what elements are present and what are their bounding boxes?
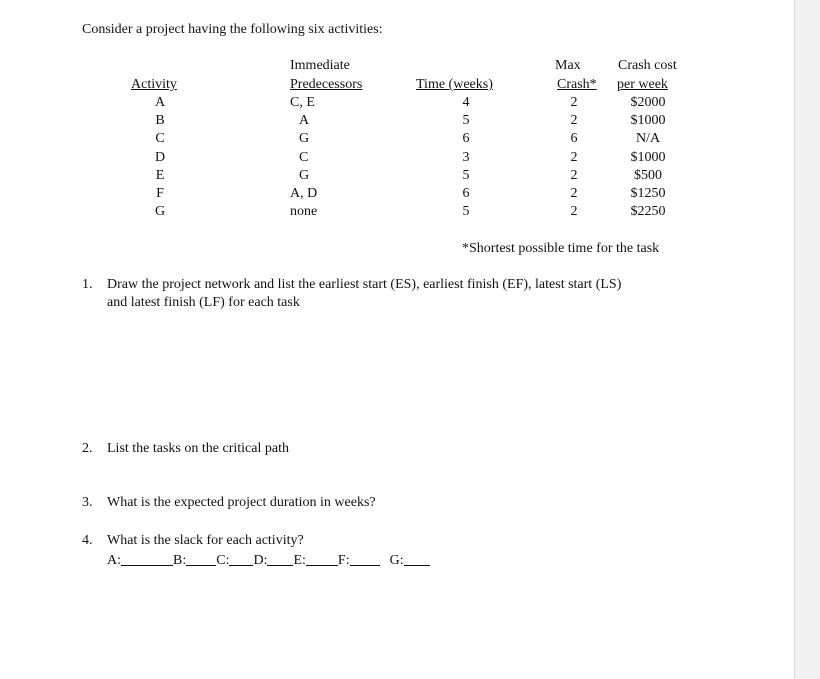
table-cell: 6 — [462, 186, 470, 202]
question-number: 4. — [82, 533, 93, 548]
table-cell: C, E — [290, 95, 315, 110]
question-text: What is the expected project duration in weeks? — [107, 495, 376, 510]
table-cell: 2 — [570, 186, 578, 202]
table-cell: 2 — [570, 113, 578, 129]
question-text: Draw the project network and list the earliest start (ES), earliest finish (EF), latest start (LS) — [107, 277, 622, 292]
table-cell: N/A — [635, 131, 661, 147]
slack-label-d: D: — [253, 553, 268, 568]
question-number: 3. — [82, 495, 93, 510]
table-cell: A — [299, 113, 310, 129]
header-cost-bottom: per week — [617, 77, 668, 92]
slack-label-a: A: — [107, 553, 121, 568]
table-cell: 2 — [570, 149, 578, 165]
column-crash-cost — [619, 94, 677, 221]
header-predecessors-bottom: Predecessors — [290, 77, 363, 92]
table-cell: 2 — [570, 95, 578, 110]
intro-text: Consider a project having the following six activities: — [82, 22, 383, 37]
answer-blank-g[interactable] — [404, 551, 430, 566]
table-cell: E — [155, 167, 165, 183]
slack-label-g: G: — [389, 553, 404, 568]
question-text: What is the slack for each activity? — [107, 533, 304, 548]
question-text: List the tasks on the critical path — [107, 441, 289, 456]
column-activity — [140, 94, 180, 221]
table-cell: 6 — [462, 131, 470, 147]
table-cell: C — [299, 149, 309, 165]
question-number: 1. — [82, 277, 93, 292]
header-time: Time (weeks) — [416, 77, 493, 92]
right-scroll-gutter[interactable] — [794, 0, 820, 679]
answer-blank-f[interactable] — [350, 551, 380, 566]
header-cost-top: Crash cost — [618, 58, 677, 73]
table-cell: G — [154, 204, 166, 220]
table-cell: 6 — [570, 131, 578, 147]
table-cell: D — [154, 149, 166, 165]
table-cell: B — [155, 113, 165, 129]
table-cell: 5 — [462, 167, 470, 183]
table-cell: $1000 — [630, 113, 666, 129]
table-cell: G — [299, 131, 310, 147]
header-activity: Activity — [131, 77, 177, 92]
table-cell: $2250 — [630, 204, 666, 220]
answer-blank-e[interactable] — [306, 551, 338, 566]
table-cell: $1000 — [630, 149, 666, 165]
answer-blank-d[interactable] — [267, 551, 293, 566]
column-time — [446, 94, 486, 221]
table-cell: A — [154, 95, 166, 110]
answer-blank-b[interactable] — [186, 551, 216, 566]
table-cell: $2000 — [630, 95, 666, 110]
header-max-top: Max — [555, 58, 581, 73]
column-predecessors — [290, 94, 350, 221]
table-cell: 5 — [462, 204, 470, 220]
table-cell: 3 — [462, 149, 470, 165]
column-max-crash — [557, 94, 591, 221]
slack-label-c: C: — [216, 553, 230, 568]
question-1-continuation: and latest finish (LF) for each task — [107, 295, 300, 310]
header-max-bottom: Crash* — [557, 77, 597, 92]
table-cell: 5 — [462, 113, 470, 129]
answer-blank-a[interactable] — [121, 551, 173, 566]
table-cell: G — [299, 167, 310, 183]
table-cell: A, D — [290, 186, 318, 202]
table-cell: F — [156, 186, 164, 202]
slack-answer-line — [107, 551, 430, 569]
footnote: *Shortest possible time for the task — [462, 241, 660, 256]
slack-label-f: F: — [337, 553, 350, 568]
slack-label-e: E: — [293, 553, 306, 568]
table-cell: 2 — [570, 167, 578, 183]
table-cell: $1250 — [630, 186, 666, 202]
header-predecessors-top: Immediate — [290, 58, 350, 73]
table-cell: 4 — [462, 95, 470, 110]
answer-blank-c[interactable] — [229, 551, 253, 566]
question-number: 2. — [82, 441, 93, 456]
table-cell: $500 — [634, 167, 662, 183]
table-cell: none — [290, 204, 318, 220]
slack-label-b: B: — [173, 553, 187, 568]
table-cell: 2 — [570, 204, 578, 220]
table-cell: C — [155, 131, 165, 147]
